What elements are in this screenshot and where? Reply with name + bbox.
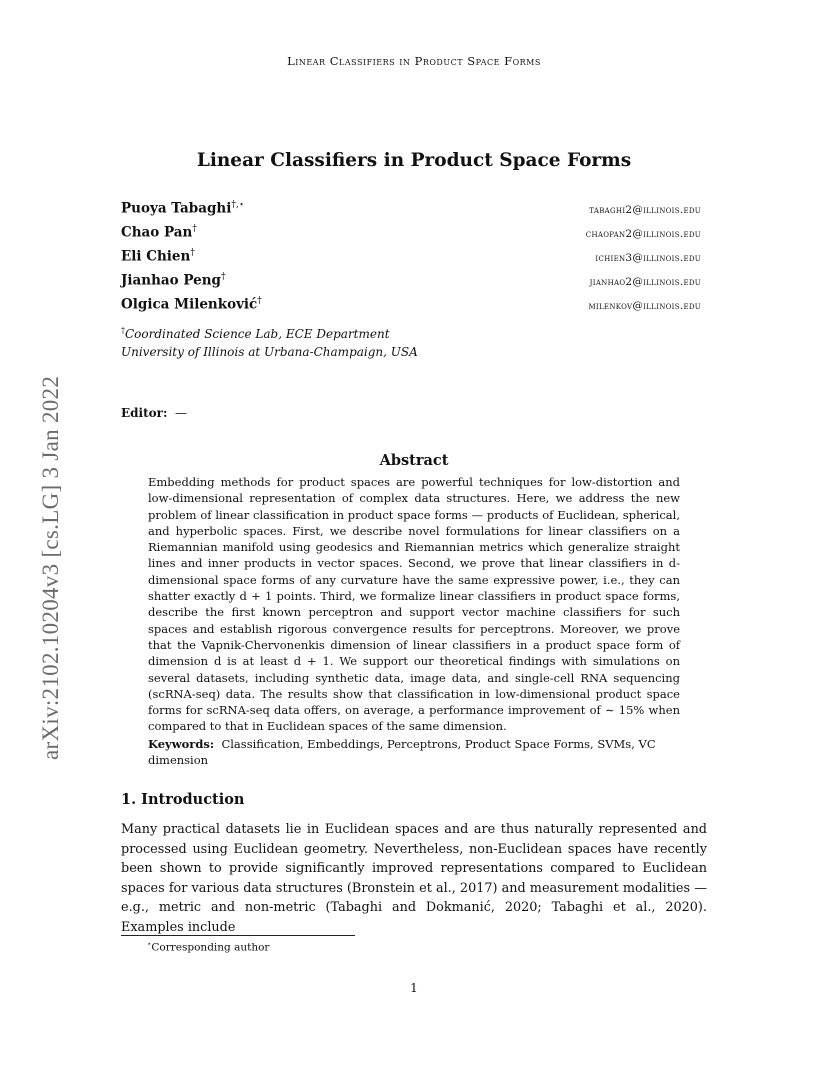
footnote-rule bbox=[121, 935, 355, 936]
editor-value: — bbox=[175, 406, 188, 420]
author-row bbox=[121, 200, 701, 224]
footnote: ⋆Corresponding author bbox=[147, 940, 270, 954]
author-row bbox=[121, 248, 701, 272]
keywords-label: Keywords: bbox=[148, 737, 215, 751]
author-list bbox=[121, 200, 701, 320]
author-name: Puoya Tabaghi†,⋆ bbox=[121, 200, 245, 217]
section-heading-introduction: 1. Introduction bbox=[121, 791, 245, 808]
editor-label: Editor: bbox=[121, 406, 168, 420]
running-header: Linear Classifiers in Product Space Forms bbox=[287, 54, 541, 68]
author-name: Jianhao Peng† bbox=[121, 272, 226, 289]
keywords bbox=[148, 736, 680, 769]
author-name: Chao Pan† bbox=[121, 224, 197, 241]
editor-line bbox=[121, 406, 187, 420]
keywords-value: Classification, Embeddings, Perceptrons, Product Space Forms, SVMs, VC dimension bbox=[148, 737, 656, 768]
author-email: chaopan2@illinois.edu bbox=[585, 227, 701, 240]
abstract-body: Embedding methods for product spaces are powerful techniques for low-distortion and low-dimensional representation of complex data structures. Here, we address the new problem of linear classification in product space forms — products of Euclidean, spherical, and hyperbolic spaces. First, we describe novel formulations for linear classifiers on a Riemannian manifold using geodesics and Riemannian metrics which generalize straight lines and inner products in vector spaces. Second, we prove that linear classifiers in d-dimensional space forms of any curvature have the same expressive power, i.e., they can shatter exactly d + 1 points. Third, we formalize linear classifiers in product space forms, describe the first known perceptron and support vector machine classifiers for such spaces and establish rigorous convergence results for perceptrons. Moreover, we prove that the Vapnik-Chervonenkis dimension of linear classifiers in a product space form of dimension d is at least d + 1. We support our theoretical findings with simulations on several datasets, including synthetic data, image data, and single-cell RNA sequencing (scRNA-seq) data. The results show that classification in low-dimensional product space forms for scRNA-seq data offers, on average, a performance improvement of ∼ 15% when compared to that in Euclidean spaces of the same dimension. bbox=[148, 475, 680, 734]
author-row bbox=[121, 272, 701, 296]
introduction-body: Many practical datasets lie in Euclidean spaces and are thus naturally represented and processed using Euclidean geometry. Nevertheless, non-Euclidean spaces have recently been shown to provide significantly improved representations compared to Euclidean spaces for various data structures (Bronstein et al., 2017) and measurement modalities — e.g., metric and non-metric (Tabaghi and Dokmanić, 2020; Tabaghi et al., 2020). Examples include bbox=[121, 822, 707, 935]
author-name: Olgica Milenković† bbox=[121, 296, 262, 313]
page-number: 1 bbox=[410, 981, 418, 995]
author-email: milenkov@illinois.edu bbox=[588, 299, 701, 312]
paper-title: Linear Classifiers in Product Space Forms bbox=[196, 150, 632, 171]
author-name: Eli Chien† bbox=[121, 248, 195, 265]
author-row bbox=[121, 296, 701, 320]
affiliation: †Coordinated Science Lab, ECE Department University of Illinois at Urbana-Champaign, USA bbox=[121, 326, 418, 359]
author-email: ichien3@illinois.edu bbox=[595, 251, 701, 264]
author-email: jianhao2@illinois.edu bbox=[589, 275, 701, 288]
arxiv-stamp: arXiv:2102.10204v3 [cs.LG] 3 Jan 2022 bbox=[38, 375, 63, 760]
author-row bbox=[121, 224, 701, 248]
author-email: tabaghi2@illinois.edu bbox=[589, 203, 701, 216]
abstract-heading: Abstract bbox=[379, 452, 449, 469]
